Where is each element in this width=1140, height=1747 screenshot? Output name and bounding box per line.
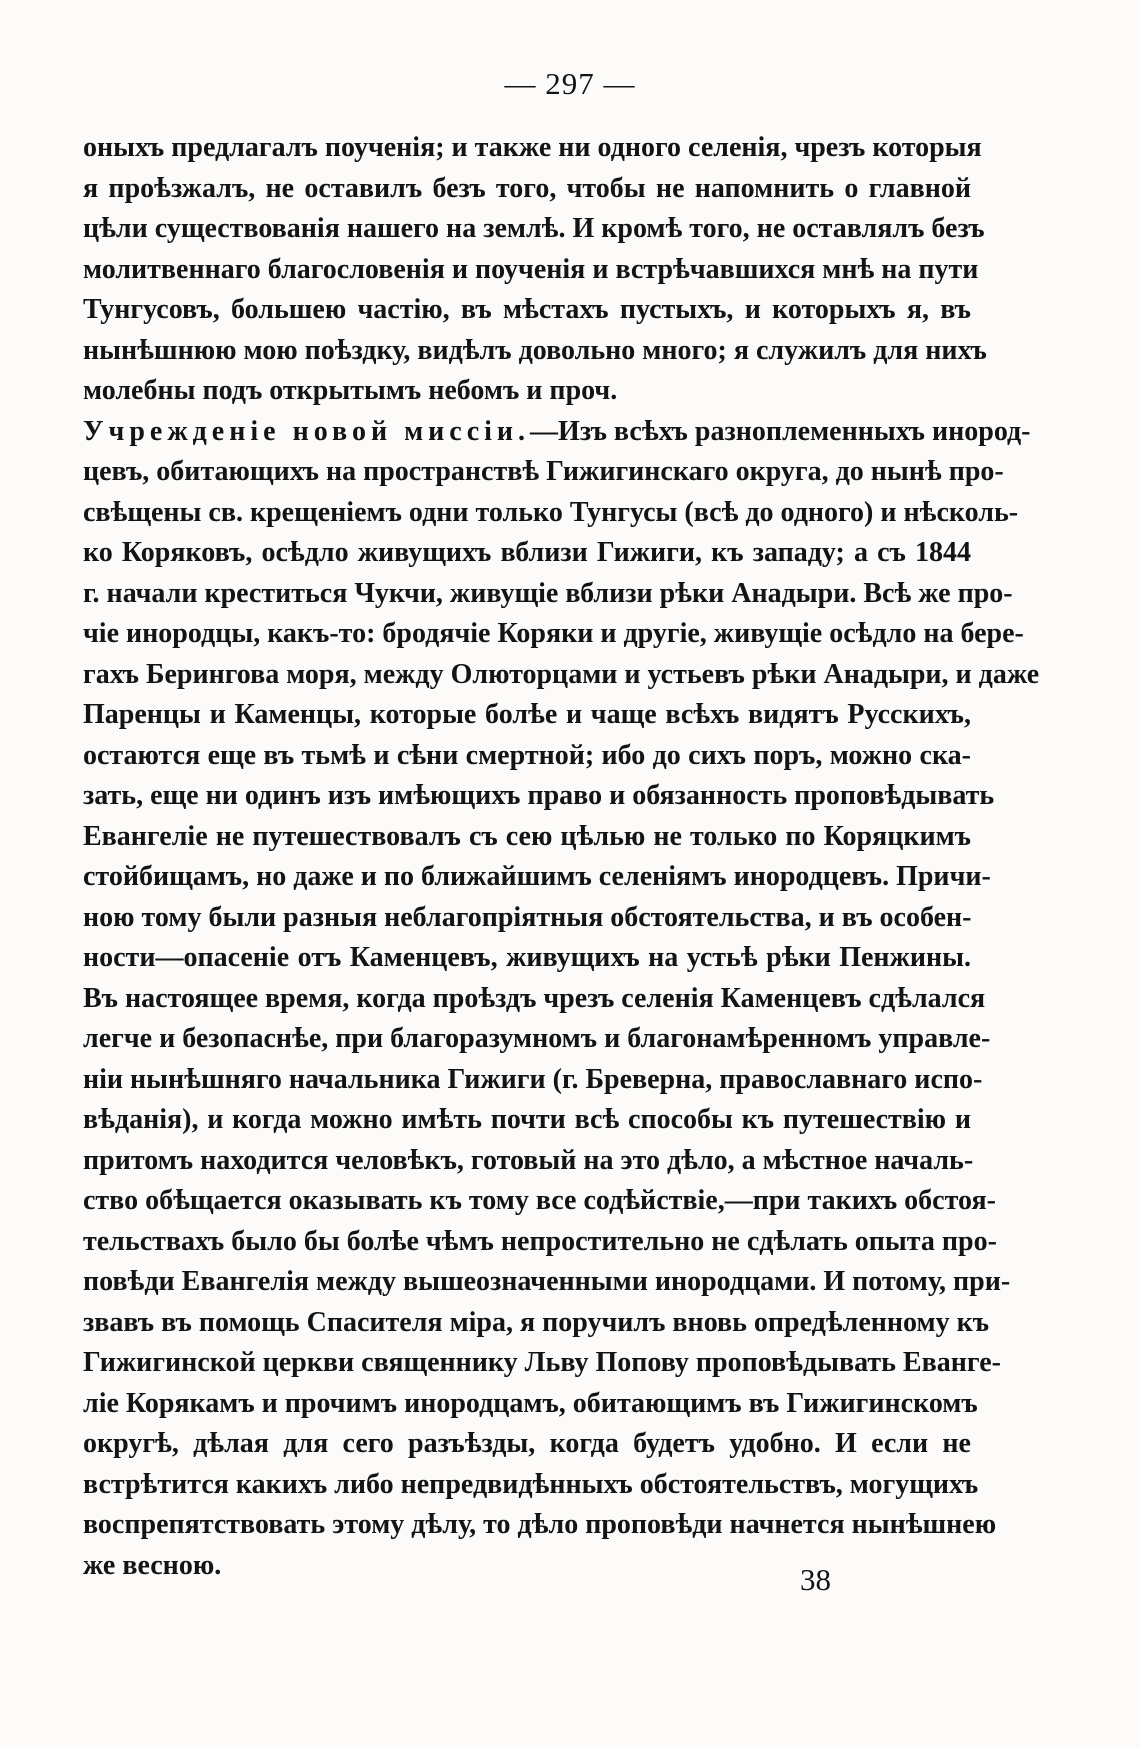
text-line: цѣли существованія нашего на землѣ. И кромѣ того, не оставлялъ безъ bbox=[83, 213, 985, 244]
text-line: Гижигинской церкви священнику Льву Попову проповѣдывать Еванге- bbox=[83, 1347, 1001, 1378]
text-line: ніи нынѣшняго начальника Гижиги (г. Бреверна, православнаго испо- bbox=[83, 1063, 983, 1095]
text-line: ности—опасеніе отъ Каменцевъ, живущихъ на устьѣ рѣки Пенжины. bbox=[83, 942, 971, 973]
text-line: стойбищамъ, но даже и по ближайшимъ селеніямъ инородцевъ. Причи- bbox=[83, 861, 991, 892]
text-line: Въ настоящее время, когда проѣздъ чрезъ селенія Каменцевъ сдѣлался bbox=[83, 982, 986, 1014]
text-line: легче и безопаснѣе, при благоразумномъ и благонамѣренномъ управле- bbox=[83, 1023, 991, 1054]
text-line: ною тому были разныя неблагопріятныя обстоятельства, и въ особен- bbox=[83, 901, 972, 933]
text-line: Паренцы и Каменцы, которые болѣе и чаще всѣхъ видятъ Русскихъ, bbox=[83, 699, 971, 730]
text-line: цевъ, обитающихъ на пространствѣ Гижигинскаго округа, до нынѣ про- bbox=[83, 456, 1004, 487]
body-text bbox=[83, 128, 1040, 1586]
text-line-with-heading bbox=[83, 412, 1031, 453]
text-line: воспрепятствовать этому дѣлу, то дѣло проповѣди начнется нынѣшнею bbox=[83, 1509, 997, 1540]
text-line: г. начали креститься Чукчи, живущіе вблизи рѣки Анадыри. Всѣ же про- bbox=[83, 577, 1013, 609]
page-number: — 297 — bbox=[504, 66, 636, 101]
text-line: вѣданія), и когда можно имѣть почти всѣ способы къ путешествію и bbox=[83, 1104, 971, 1135]
text-line: ство обѣщается оказывать къ тому все содѣйствіе,—при такихъ обстоя- bbox=[83, 1185, 996, 1216]
text-line: нынѣшнюю мою поѣздку, видѣлъ довольно много; я служилъ для нихъ bbox=[83, 334, 987, 366]
text-line: остаются еще въ тьмѣ и сѣни смертной; ибо до сихъ поръ, можно ска- bbox=[83, 739, 971, 771]
paragraph-2 bbox=[83, 412, 1040, 1587]
text-line: Тунгусовъ, большею частію, въ мѣстахъ пустыхъ, и которыхъ я, въ bbox=[83, 294, 971, 325]
text-line: молитвеннаго благословенія и поученія и встрѣчавшихся мнѣ на пути bbox=[83, 253, 979, 285]
text-line: я проѣзжалъ, не оставилъ безъ того, чтобы не напомнить о главной bbox=[83, 172, 971, 204]
text-line: тельствахъ было бы болѣе чѣмъ непростительно не сдѣлать опыта про- bbox=[83, 1225, 997, 1257]
text-line: звавъ въ помощь Спасителя міра, я поручилъ вновь опредѣленному къ bbox=[83, 1306, 990, 1338]
text-line: оныхъ предлагалъ поученія; и также ни одного селенія, чрезъ которыя bbox=[83, 132, 982, 163]
text-line: же весною. bbox=[83, 1549, 222, 1581]
text-line: молебны подъ открытымъ небомъ и проч. bbox=[83, 375, 618, 406]
text-line: ко Коряковъ, осѣдло живущихъ вблизи Гижиги, къ западу; а съ 1844 bbox=[83, 537, 971, 568]
signature-mark: 38 bbox=[800, 1562, 831, 1597]
section-heading: Учрежденіе новой миссіи. bbox=[83, 415, 531, 447]
text-line: округѣ, дѣлая для сего разъѣзды, когда будетъ удобно. И если не bbox=[83, 1428, 971, 1459]
text-line: чіе инородцы, какъ-то: бродячіе Коряки и другіе, живущіе осѣдло на бере- bbox=[83, 618, 1024, 649]
text-line: притомъ находится человѣкъ, готовый на это дѣло, а мѣстное началь- bbox=[83, 1144, 974, 1176]
text-line: гахъ Берингова моря, между Олюторцами и устьевъ рѣки Анадыри, и даже bbox=[83, 658, 1040, 690]
text-line: зать, еще ни одинъ изъ имѣющихъ право и обязанность проповѣдывать bbox=[83, 780, 995, 811]
text-line: повѣди Евангелія между вышеозначенными инородцами. И потому, при- bbox=[83, 1266, 1011, 1297]
text-line: ліе Корякамъ и прочимъ инородцамъ, обитающимъ въ Гижигинскомъ bbox=[83, 1387, 978, 1419]
paragraph-1 bbox=[83, 128, 987, 412]
text-line: встрѣтится какихъ либо непредвидѣнныхъ обстоятельствъ, могущихъ bbox=[83, 1468, 979, 1500]
text-line-rest: —Изъ всѣхъ разноплеменныхъ инород- bbox=[530, 415, 1031, 447]
text-line: Евангеліе не путешествовалъ съ сею цѣлью не только по Коряцкимъ bbox=[83, 820, 971, 852]
text-line: свѣщены св. крещеніемъ одни только Тунгусы (всѣ до одного) и нѣсколь- bbox=[83, 496, 1019, 528]
